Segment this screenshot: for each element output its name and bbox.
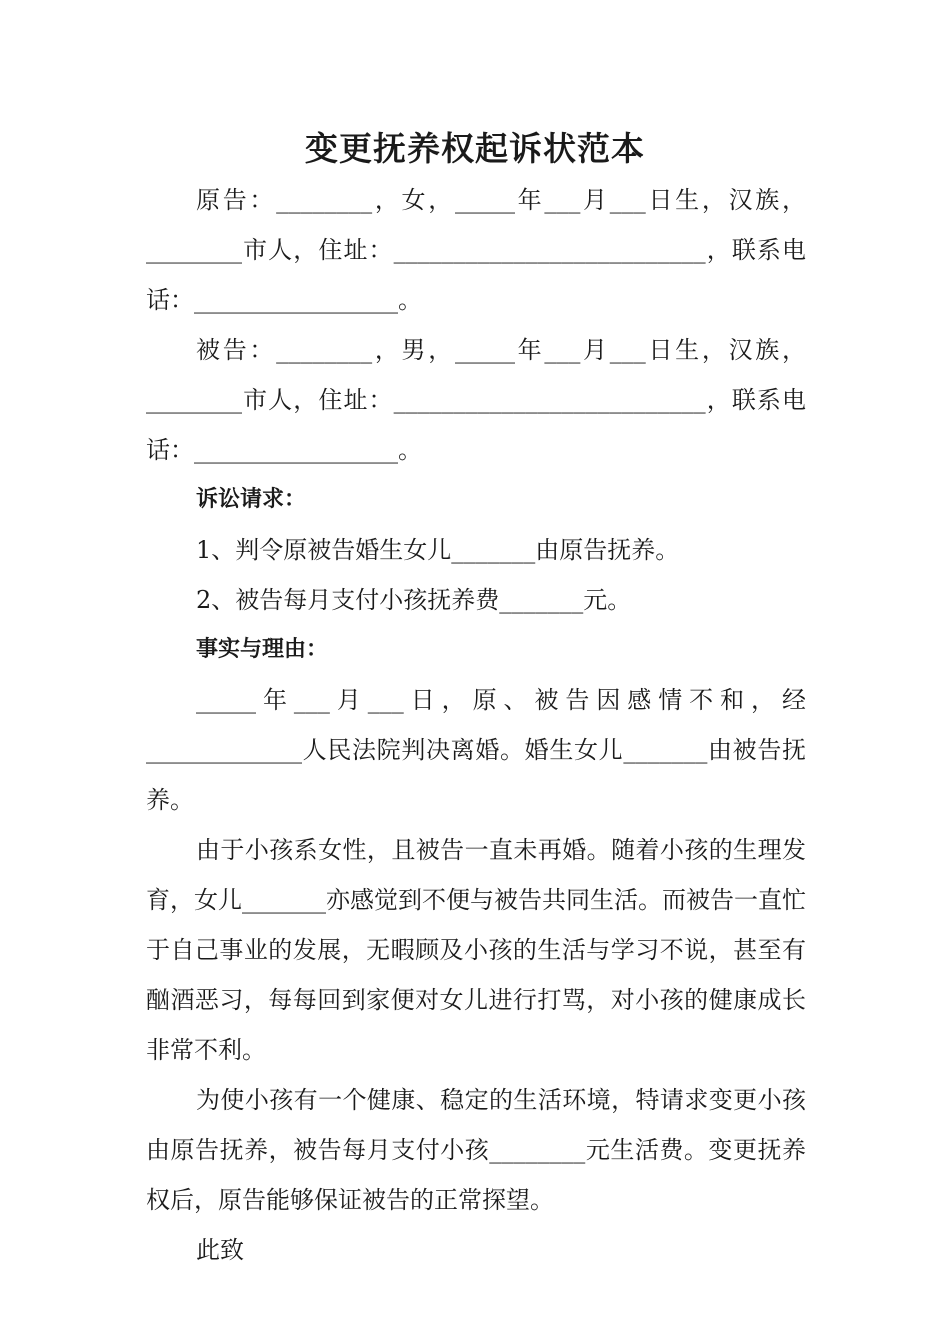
facts-heading: 事实与理由： [196,637,329,662]
facts-paragraph-1: _____年___月___日，原、被告因感情不和，经_____________人民法院判决离婚。婚生女儿_______由被告抚养。 [146,686,806,814]
claims-heading: 诉讼请求： [196,487,307,512]
facts-paragraph-3: 为使小孩有一个健康、稳定的生活环境，特请求变更小孩由原告抚养，被告每月支付小孩________元生活费。变更抚养权后，原告能够保证被告的正常探望。 [146,1086,806,1214]
document-body [146,175,806,1275]
claim-item-2: 2、被告每月支付小孩抚养费_______元。 [196,586,632,614]
closing-salutation: 此致 [196,1236,244,1264]
plaintiff-info-paragraph: 原告：________，女，_____年___月___日生，汉族，________市人，住址：__________________________，联系电话：_________________。 [146,186,806,314]
defendant-info-paragraph: 被告：________，男，_____年___月___日生，汉族，________市人，住址：__________________________，联系电话：_________________。 [146,336,806,464]
claim-item-1: 1、判令原被告婚生女儿_______由原告抚养。 [196,536,680,564]
document-title: 变更抚养权起诉状范本 [305,129,645,168]
facts-paragraph-2: 由于小孩系女性，且被告一直未再婚。随着小孩的生理发育，女儿_______亦感觉到不便与被告共同生活。而被告一直忙于自己事业的发展，无暇顾及小孩的生活与学习不说，甚至有酗酒恶习，每每回到家便对女儿进行打骂，对小孩的健康成长非常不利。 [146,836,806,1064]
